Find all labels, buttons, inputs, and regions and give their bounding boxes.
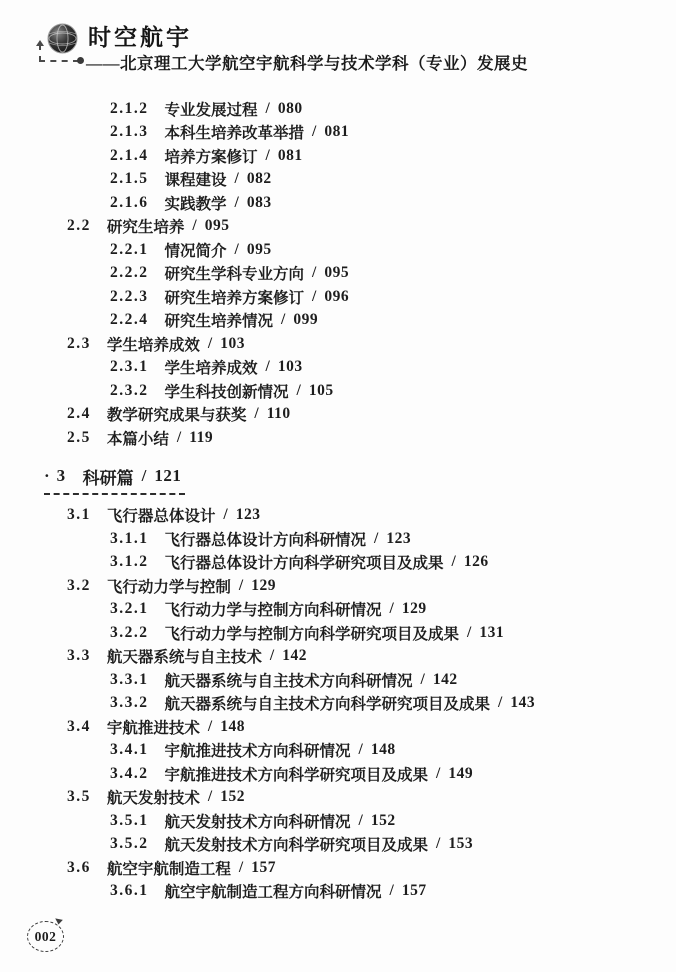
toc-entry-page: 119 (189, 428, 214, 446)
toc-entry (0, 121, 676, 145)
toc-entry-number: 2.1.5 (110, 170, 149, 188)
toc-entry-number: 3.1.1 (110, 529, 149, 547)
toc-entry-title: 飞行动力学与控制 (106, 578, 231, 596)
toc-separator: / (207, 334, 213, 352)
toc-entry-number: 2.1.6 (110, 193, 149, 211)
toc-entry (0, 551, 676, 575)
toc-entry-title: 航天器系统与自主技术 (106, 649, 262, 667)
toc-entry (0, 668, 676, 692)
toc-entry-page: 152 (220, 788, 245, 806)
toc-entry (0, 856, 676, 880)
toc-entry-page: 148 (220, 717, 245, 735)
toc-separator: / (312, 287, 317, 305)
toc-separator: / (312, 264, 317, 282)
toc-entry-number: 3.6.1 (110, 882, 149, 900)
toc-entry (0, 786, 676, 810)
toc-separator: / (265, 146, 270, 164)
toc-separator: / (358, 811, 363, 829)
toc-separator: / (141, 466, 147, 485)
toc-entry-page: 083 (246, 193, 272, 211)
toc-separator: / (238, 858, 244, 876)
toc-separator: / (192, 217, 197, 235)
toc-separator: / (176, 428, 182, 446)
toc-entry-title: 专业发展过程 (164, 101, 258, 119)
toc-entry-number: 3.5.2 (110, 835, 149, 853)
toc-separator: / (358, 741, 363, 759)
toc-separator: / (207, 788, 213, 806)
toc-entry-title: 学生科技创新情况 (164, 383, 289, 401)
toc-separator: / (207, 717, 213, 735)
toc-entry (0, 379, 676, 403)
toc-separator: / (374, 529, 379, 547)
toc-entry-title: 航天发射技术方向科学研究项目及成果 (164, 837, 429, 855)
toc-entry-page: 129 (401, 600, 427, 618)
toc-entry-number: 3.2 (67, 576, 91, 594)
toc-entry-number: 3.2.2 (110, 623, 149, 641)
toc-entry-title: 教学研究成果与获奖 (106, 407, 247, 425)
toc-entry-number: 2.2.3 (110, 287, 149, 305)
toc-entry-title: 研究生学科专业方向 (164, 266, 305, 284)
toc-entry (0, 739, 676, 763)
toc-separator: / (234, 240, 239, 258)
toc-entry-page: 142 (282, 647, 307, 665)
toc-entry (0, 356, 676, 380)
toc-separator: / (269, 647, 275, 665)
toc-entry (0, 692, 676, 716)
toc-entry-page: 157 (251, 858, 276, 876)
toc-entry-title: 飞行器总体设计 (106, 508, 216, 526)
toc-entry-number: 2.3.2 (110, 381, 149, 399)
toc-entry-page: 152 (370, 811, 396, 829)
toc-separator: / (265, 99, 270, 117)
toc-entry-title: 本篇小结 (106, 430, 169, 448)
toc-entry-number: 2.2.4 (110, 311, 149, 329)
toc-entry-number: 2.1.3 (110, 123, 149, 141)
toc-section-header (0, 464, 676, 495)
toc-entry-title: 宇航推进技术 (106, 719, 200, 737)
toc-entry-page: 157 (401, 882, 427, 900)
toc-entry-title: 研究生培养情况 (164, 313, 274, 331)
toc-separator: / (389, 882, 394, 900)
toc-entry-title: 飞行动力学与控制方向科学研究项目及成果 (164, 625, 460, 643)
toc-entry-page: 103 (277, 358, 303, 376)
toc-separator: / (436, 835, 441, 853)
toc-entry (0, 833, 676, 857)
toc-entry-title: 飞行器总体设计方向科研情况 (164, 531, 367, 549)
toc-entry-number: 3.5 (67, 788, 91, 806)
toc-separator: / (238, 576, 244, 594)
toc-entry-number: 3.1.2 (110, 553, 149, 571)
toc-entry-number: 3.1 (67, 506, 91, 524)
toc-entry-title: 飞行器总体设计方向科学研究项目及成果 (164, 555, 444, 573)
toc-entry-number: 2.5 (67, 428, 91, 446)
toc-entry-number: 3.6 (67, 858, 91, 876)
toc-entry (0, 598, 676, 622)
toc-entry-number: 3.4.2 (110, 764, 149, 782)
toc-entry-page: 099 (293, 311, 319, 329)
toc-entry-number: 2.1.2 (110, 99, 149, 117)
toc-entry (0, 403, 676, 427)
toc-entry (0, 574, 676, 598)
toc-entry (0, 809, 676, 833)
toc-entry-number: 2.2 (67, 217, 91, 235)
toc-entry (0, 285, 676, 309)
toc-entry-title: 学生培养成效 (164, 360, 258, 378)
toc-entry (0, 880, 676, 904)
toc-entry-page: 153 (448, 835, 474, 853)
toc-entry (0, 97, 676, 121)
toc-entry-number: 2.3.1 (110, 358, 149, 376)
toc-separator: / (312, 123, 317, 141)
toc-entry-number: 2.2.1 (110, 240, 149, 258)
toc-entry-page: 082 (246, 170, 272, 188)
toc-entry-page: 110 (266, 405, 291, 423)
toc-entry-page: 095 (246, 240, 272, 258)
toc-entry-title: 课程建设 (164, 172, 227, 190)
toc-entry-page: 149 (448, 764, 474, 782)
toc-separator: / (389, 600, 394, 618)
toc-entry (0, 309, 676, 333)
dashed-bracket-horizontal (39, 60, 79, 62)
toc-separator: / (451, 553, 456, 571)
toc-entry-page: 148 (370, 741, 396, 759)
toc-separator: / (254, 405, 259, 423)
toc-separator: / (234, 170, 239, 188)
globe-icon (47, 23, 78, 54)
toc-entry-page: 103 (220, 334, 245, 352)
toc-entry-number: 3.3 (67, 647, 91, 665)
toc-entry-page: 123 (386, 529, 412, 547)
toc-entry-page: 121 (154, 466, 182, 485)
toc-entry-title: 培养方案修订 (164, 148, 258, 166)
toc-entry-title: 实践教学 (164, 195, 227, 213)
toc-entry-title: 本科生培养改革举措 (164, 125, 305, 143)
toc-separator: / (420, 670, 425, 688)
toc-entry-page: 105 (308, 381, 334, 399)
toc-entry-title: 航空宇航制造工程方向科研情况 (164, 884, 382, 902)
toc-entry-number: 3.4 (67, 717, 91, 735)
toc-entry (0, 621, 676, 645)
toc-entry-number: 3.2.1 (110, 600, 149, 618)
toc-entry-title: 航天器系统与自主技术方向科学研究项目及成果 (164, 696, 491, 714)
toc-entry-page: 095 (204, 217, 230, 235)
toc-entry (0, 238, 676, 262)
toc-entry-number: 3.5.1 (110, 811, 149, 829)
section-bullet: · (44, 466, 50, 485)
toc-entry (0, 762, 676, 786)
toc-entry-title: 研究生培养方案修订 (164, 289, 305, 307)
toc-entry-title: 研究生培养 (106, 219, 185, 237)
toc-separator: / (467, 623, 472, 641)
toc-entry-title: 航空宇航制造工程 (106, 860, 231, 878)
toc-entry (0, 426, 676, 450)
page-header (0, 0, 676, 90)
toc-entry-number: 3.4.1 (110, 741, 149, 759)
toc-entry (0, 191, 676, 215)
toc-entry-number: 2.4 (67, 405, 91, 423)
toc-separator: / (281, 311, 286, 329)
toc-entry-title: 宇航推进技术方向科学研究项目及成果 (164, 766, 429, 784)
toc-separator: / (498, 694, 503, 712)
toc-entry-page: 142 (432, 670, 458, 688)
toc-entry-title: 航天发射技术 (106, 790, 200, 808)
toc-entry (0, 144, 676, 168)
toc-separator: / (234, 193, 239, 211)
toc-entry-number: 2.2.2 (110, 264, 149, 282)
toc-entry-page: 081 (277, 146, 303, 164)
toc-entry (0, 715, 676, 739)
toc-entry-page: 131 (479, 623, 505, 641)
toc-entry-number: 3.3.2 (110, 694, 149, 712)
toc-entry-page: 095 (324, 264, 350, 282)
toc-entry-number: 3 (56, 466, 67, 485)
toc-entry-title: 科研篇 (82, 468, 134, 488)
dashed-bracket-dot (77, 57, 84, 64)
toc-list (0, 97, 676, 903)
toc-separator: / (436, 764, 441, 782)
toc-separator: / (223, 506, 228, 524)
toc-entry (0, 332, 676, 356)
toc-entry-number: 2.3 (67, 334, 91, 352)
toc-entry (0, 645, 676, 669)
toc-entry (0, 504, 676, 528)
toc-entry (0, 168, 676, 192)
toc-entry-page: 081 (324, 123, 350, 141)
page-number-badge (27, 921, 64, 952)
toc-entry-title: 航天器系统与自主技术方向科研情况 (164, 672, 413, 690)
toc-entry (0, 215, 676, 239)
toc-separator: / (296, 381, 301, 399)
toc-entry (0, 527, 676, 551)
toc-entry-title: 宇航推进技术方向科研情况 (164, 743, 351, 761)
toc-entry-page: 123 (235, 506, 261, 524)
toc-entry-title: 飞行动力学与控制方向科研情况 (164, 602, 382, 620)
toc-entry-title: 航天发射技术方向科研情况 (164, 813, 351, 831)
toc-entry-page: 143 (510, 694, 536, 712)
toc-entry-page: 129 (251, 576, 276, 594)
toc-entry-page: 096 (324, 287, 350, 305)
toc-entry-title: 学生培养成效 (106, 336, 200, 354)
toc-entry-title: 情况简介 (164, 242, 227, 260)
toc-separator: / (265, 358, 270, 376)
page-number: 002 (34, 928, 57, 944)
book-title: 时空航宇 (88, 25, 192, 50)
toc-entry-number: 2.1.4 (110, 146, 149, 164)
toc-entry (0, 262, 676, 286)
toc-entry-page: 080 (277, 99, 303, 117)
toc-section-header-underlined (44, 464, 185, 495)
toc-entry-number: 3.3.1 (110, 670, 149, 688)
toc-entry-page: 126 (463, 553, 489, 571)
book-subtitle: ——北京理工大学航空宇航科学与技术学科（专业）发展史 (86, 54, 528, 73)
